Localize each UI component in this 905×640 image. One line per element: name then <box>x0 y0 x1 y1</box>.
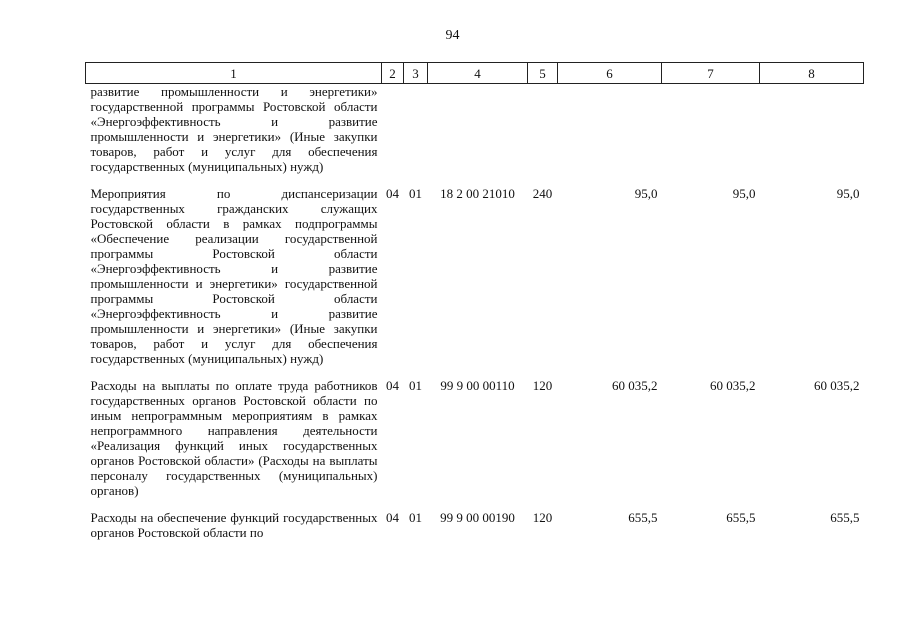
header-col-3: 3 <box>404 63 428 84</box>
header-col-6: 6 <box>558 63 662 84</box>
header-col-2: 2 <box>382 63 404 84</box>
row-amount-8: 655,5 <box>830 510 860 525</box>
row-subsection: 01 <box>409 510 422 525</box>
header-col-7: 7 <box>662 63 760 84</box>
row-description: Расходы на выплаты по оплате труда работников государственных органов Ростовской области по иным непрограммным мероприятиям в рамках непрограммного направления деятельности «Реализация функций иных государственных органов Ростовской области» (Расходы на выплаты персоналу государственных (муниципальных) органов) <box>90 378 378 498</box>
row-section: 04 <box>386 510 399 525</box>
row-expense-type: 240 <box>532 186 553 201</box>
row-amount-7: 60 035,2 <box>710 378 756 393</box>
table-row <box>86 510 864 540</box>
row-amount-7: 95,0 <box>732 186 756 201</box>
header-col-5: 5 <box>528 63 558 84</box>
row-subsection: 01 <box>409 186 422 201</box>
budget-table <box>85 62 864 540</box>
row-amount-7 <box>662 84 760 175</box>
row-target-code: 99 9 00 00110 <box>440 378 515 393</box>
row-expense-type: 120 <box>532 378 553 393</box>
row-description: развитие промышленности и энергетики» государственной программы Ростовской области «Энергоэффективность и развитие промышленности и энергетики» (Иные закупки товаров, работ и услуг для обеспечения государственных (муниципальных) нужд) <box>90 84 378 174</box>
row-amount-6: 95,0 <box>634 186 658 201</box>
header-col-4: 4 <box>428 63 528 84</box>
header-col-1: 1 <box>86 63 382 84</box>
row-target-code <box>428 84 528 175</box>
row-expense-type <box>528 84 558 175</box>
row-subsection <box>404 84 428 175</box>
row-section: 04 <box>386 186 399 201</box>
row-description: Мероприятия по диспансеризации государственных гражданских служащих Ростовской области в рамках подпрограммы «Обеспечение реализации государственной программы Ростовской области «Энергоэффективность и развитие промышленности и энергетики» государственной программы Ростовской области «Энергоэффективность и развитие промышленности и энергетики» (Иные закупки товаров, работ и услуг для обеспечения государственных (муниципальных) нужд) <box>90 186 378 366</box>
row-subsection: 01 <box>409 378 422 393</box>
row-amount-8: 60 035,2 <box>814 378 860 393</box>
table-row <box>86 378 864 498</box>
row-target-code: 99 9 00 00190 <box>440 510 515 525</box>
page-number: 94 <box>445 28 460 43</box>
row-amount-6: 655,5 <box>628 510 658 525</box>
row-description: Расходы на обеспечение функций государственных органов Ростовской области по <box>90 510 378 540</box>
row-amount-6 <box>558 84 662 175</box>
table-row <box>86 84 864 175</box>
row-target-code: 18 2 00 21010 <box>440 186 515 201</box>
row-amount-8 <box>760 84 864 175</box>
row-amount-8: 95,0 <box>836 186 860 201</box>
row-expense-type: 120 <box>532 510 553 525</box>
header-row <box>86 63 864 84</box>
header-col-8: 8 <box>760 63 864 84</box>
row-amount-7: 655,5 <box>726 510 756 525</box>
row-section: 04 <box>386 378 399 393</box>
row-amount-6: 60 035,2 <box>612 378 658 393</box>
row-section <box>382 84 404 175</box>
table-row <box>86 186 864 366</box>
